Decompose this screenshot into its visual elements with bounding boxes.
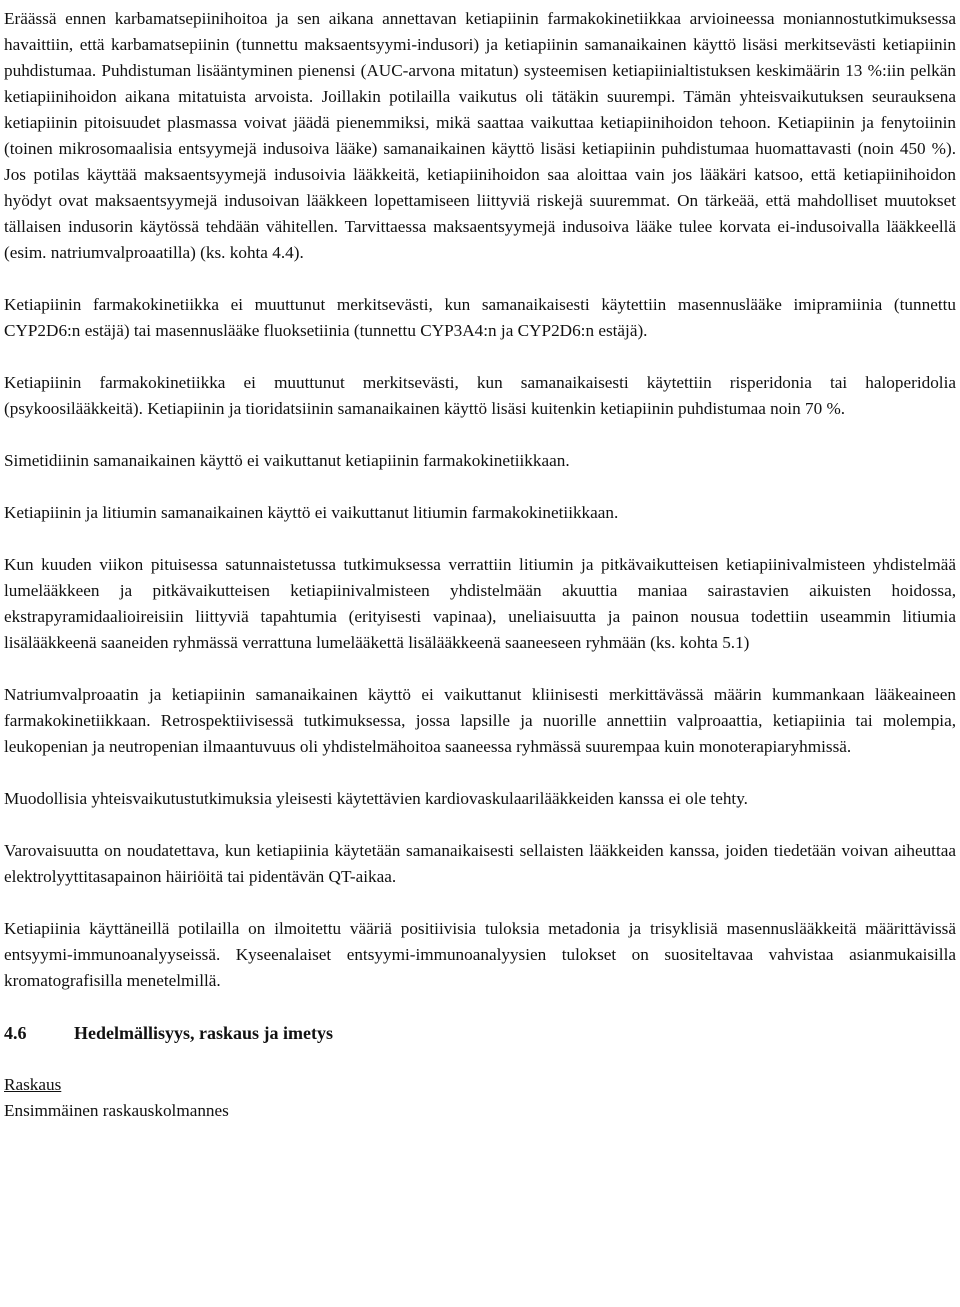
paragraph-carbamazepine: Eräässä ennen karbamatsepiinihoitoa ja sen aikana annettavan ketiapiinin farmakokinetiikkaa arvioineessa moniannostutkimuksessa havaittiin, että karbamatsepiinin (tunnettu maksaentsyymi-indusori) ja ketiapiinin samanaikainen käyttö lisäsi merkitsevästi ketiapiinin puhdistumaa. Puhdistuman lisääntyminen pienensi (AUC-arvona mitatun) systeemisen ketiapiinialtistuksen keskimäärin 13 %:iin pelkän ketiapiinihoidon aikana mitatuista arvoista. Joillakin potilailla vaikutus oli tätäkin suurempi. Tämän yhteisvaikutuksen seurauksena ketiapiinin pitoisuudet plasmassa voivat jäädä pienemmiksi, mikä saattaa vaikuttaa ketiapiinihoidon tehoon. Ketiapiinin ja fenytoiinin (toinen mikrosomaalisia entsyymejä indusoiva lääke) samanaikainen käyttö lisäsi ketiapiinin puhdistumaa huomattavasti (noin 450 %). Jos potilas käyttää maksaentsyymejä indusoivia lääkkeitä, ketiapiinihoidon saa aloittaa vain jos lääkäri katsoo, että ketiapiinihoidon hyödyt ovat maksaentsyymejä indusoivan lääkkeen lopettamiseen liittyviä riskejä suuremmat. On tärkeää, että mahdolliset muutokset tällaisen indusorin käytössä tehdään vähitellen. Tarvittaessa maksaentsyymejä indusoiva lääke tulee korvata ei-indusoivalla lääkkeellä (esim. natriumvalproaatilla) (ks. kohta 4.4). <box>4 9 956 262</box>
subsection-title: Raskaus <box>4 1075 62 1094</box>
document-page <box>4 6 956 1124</box>
section-heading <box>4 1020 956 1046</box>
paragraph-risperidone-haloperidol: Ketiapiinin farmakokinetiikka ei muuttunut merkitsevästi, kun samanaikaisesti käytettiin risperidonia tai haloperidolia (psykoosilääkkeitä). Ketiapiinin ja tioridatsiinin samanaikainen käyttö lisäsi kuitenkin ketiapiinin puhdistumaa noin 70 %. <box>4 373 956 418</box>
subsection-subtitle: Ensimmäinen raskauskolmannes <box>4 1101 229 1120</box>
paragraph-imipramine-fluoxetine: Ketiapiinin farmakokinetiikka ei muuttunut merkitsevästi, kun samanaikaisesti käytettiin masennuslääke imipramiinia (tunnettu CYP2D6:n estäjä) tai masennuslääke fluoksetiinia (tunnettu CYP3A4:n ja CYP2D6:n estäjä). <box>4 295 956 340</box>
section-title: Hedelmällisyys, raskaus ja imetys <box>74 1023 333 1043</box>
paragraph-immunoassay: Ketiapiinia käyttäneillä potilailla on ilmoitettu vääriä positiivisia tuloksia metadonia ja trisyklisiä masennuslääkkeitä määrittävissä entsyymi-immunoanalyyseissä. Kyseenalaiset entsyymi-immunoanalyysien tulokset on suositeltavaa vahvistaa asianmukaisilla kromatografisilla menetelmillä. <box>4 919 956 990</box>
section-number: 4.6 <box>4 1023 27 1043</box>
paragraph-cardiovascular: Muodollisia yhteisvaikutustutkimuksia yleisesti käytettävien kardiovaskulaarilääkkeiden kanssa ei ole tehty. <box>4 789 748 808</box>
paragraph-cimetidine: Simetidiinin samanaikainen käyttö ei vaikuttanut ketiapiinin farmakokinetiikkaan. <box>4 451 570 470</box>
paragraph-valproate: Natriumvalproaatin ja ketiapiinin samanaikainen käyttö ei vaikuttanut kliinisesti merkittävässä määrin kummankaan lääkeaineen farmakokinetiikkaan. Retrospektiivisessä tutkimuksessa, jossa lapsille ja nuorille annettiin valproaattia, ketiapiinia tai molempia, leukopenian ja neutropenian ilmaantuvuus oli yhdistelmähoitoa saaneessa ryhmässä suurempaa kuin monoterapiaryhmissä. <box>4 685 956 756</box>
paragraph-qt-interval: Varovaisuutta on noudatettava, kun ketiapiinia käytetään samanaikaisesti sellaisten lääkkeiden kanssa, joiden tiedetään voivan aiheuttaa elektrolyyttitasapainon häiriöitä tai pidentävän QT-aikaa. <box>4 841 956 886</box>
paragraph-lithium-study: Kun kuuden viikon pituisessa satunnaistetussa tutkimuksessa verrattiin litiumin ja pitkävaikutteisen ketiapiinivalmisteen yhdistelmää lumelääkkeen ja pitkävaikutteisen ketiapiinivalmisteen yhdistelmään akuuttia maniaa sairastavien aikuisten hoidossa, ekstrapyramidaalioireisiin liittyviä tapahtumia (erityisesti vapinaa), uneliaisuutta ja painon nousua todettiin useammin litiumia lisälääkkeenä saaneiden ryhmässä verrattuna lumelääkettä lisälääkkeenä saaneeseen ryhmään (ks. kohta 5.1) <box>4 555 956 652</box>
paragraph-lithium: Ketiapiinin ja litiumin samanaikainen käyttö ei vaikuttanut litiumin farmakokinetiikkaan. <box>4 503 619 522</box>
